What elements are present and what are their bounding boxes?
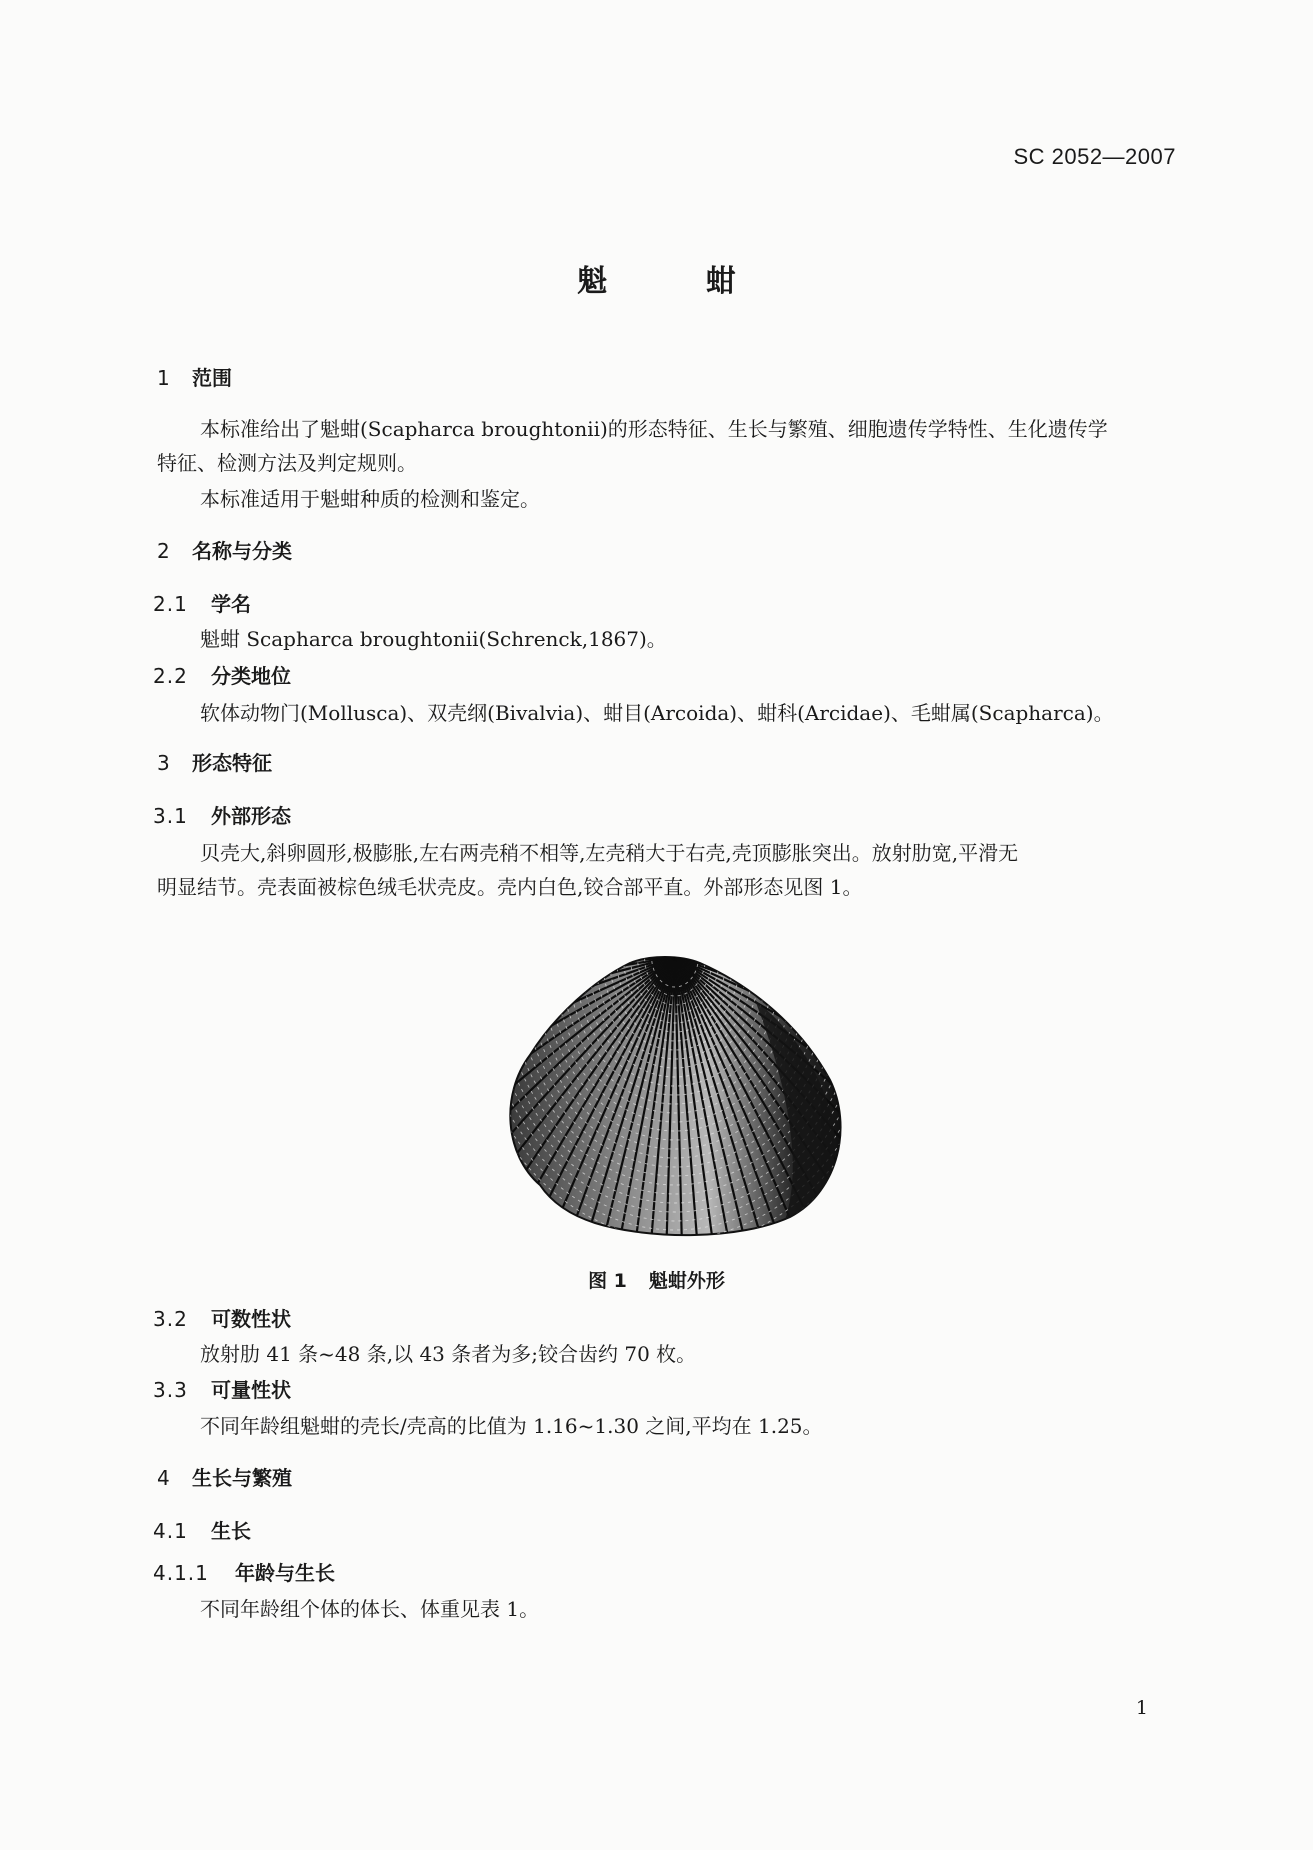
section-number: 2.1: [153, 592, 188, 616]
section-2-heading: [157, 535, 292, 564]
section-title: 名称与分类: [192, 539, 292, 563]
page-number: 1: [1135, 1697, 1148, 1719]
scope-paragraph-line-1: 本标准给出了魁蚶(Scapharca broughtonii)的形态特征、生长与繁殖、细胞遗传学特性、生化遗传学: [200, 417, 1108, 441]
section-number: 4: [157, 1466, 170, 1490]
section-title: 形态特征: [192, 751, 272, 775]
section-title: 可数性状: [211, 1307, 291, 1331]
section-title: 学名: [211, 592, 251, 616]
section-number: 1: [157, 366, 170, 390]
measurable-traits-text: 不同年龄组魁蚶的壳长/壳高的比值为 1.16~1.30 之间,平均在 1.25。: [200, 1414, 823, 1438]
figure-caption-text: 魁蚶外形: [648, 1270, 725, 1292]
section-number: 3.3: [153, 1378, 188, 1402]
section-3-1-heading: [153, 800, 291, 829]
section-number: 3.2: [153, 1307, 188, 1331]
section-number: 4.1.1: [153, 1561, 209, 1585]
scope-paragraph-2: 本标准适用于魁蚶种质的检测和鉴定。: [200, 487, 540, 511]
section-title: 生长与繁殖: [192, 1466, 292, 1490]
section-number: 2.2: [153, 664, 188, 688]
external-morphology-line-2: 明显结节。壳表面被棕色绒毛状壳皮。壳内白色,铰合部平直。外部形态见图 1。: [157, 875, 863, 899]
section-number: 3: [157, 751, 170, 775]
section-1-heading: [157, 362, 232, 391]
section-2-2-heading: [153, 660, 291, 689]
section-title: 年龄与生长: [235, 1561, 335, 1585]
scientific-name-text: 魁蚶 Scapharca broughtonii(Schrenck,1867)。: [200, 627, 667, 651]
external-morphology-line-1: 贝壳大,斜卵圆形,极膨胀,左右两壳稍不相等,左壳稍大于右壳,壳顶膨胀突出。放射肋宽,平滑无: [200, 841, 1019, 865]
section-3-3-heading: [153, 1374, 291, 1403]
ark-clam-shell-illustration-icon: [500, 955, 850, 1240]
section-number: 3.1: [153, 804, 188, 828]
taxonomy-text: 软体动物门(Mollusca)、双壳纲(Bivalvia)、蚶目(Arcoida)、蚶科(Arcidae)、毛蚶属(Scapharca)。: [200, 701, 1114, 725]
age-growth-text: 不同年龄组个体的体长、体重见表 1。: [200, 1597, 540, 1621]
standard-number: SC 2052—2007: [1013, 144, 1176, 169]
figure-caption: [0, 1266, 1313, 1293]
section-number: 2: [157, 539, 170, 563]
section-title: 分类地位: [211, 664, 291, 688]
section-2-1-heading: [153, 588, 251, 617]
section-3-heading: [157, 747, 272, 776]
section-title: 生长: [211, 1519, 251, 1543]
section-title: 可量性状: [211, 1378, 291, 1402]
section-title: 范围: [192, 366, 232, 390]
figure-label: 图 1: [588, 1270, 627, 1292]
section-4-1-heading: [153, 1515, 251, 1544]
section-number: 4.1: [153, 1519, 188, 1543]
section-4-heading: [157, 1462, 292, 1491]
countable-traits-text: 放射肋 41 条~48 条,以 43 条者为多;铰合齿约 70 枚。: [200, 1342, 697, 1366]
document-title: 魁 蚶: [577, 264, 780, 299]
scope-paragraph-line-2: 特征、检测方法及判定规则。: [157, 451, 417, 475]
section-4-1-1-heading: [153, 1557, 335, 1586]
section-title: 外部形态: [211, 804, 291, 828]
section-3-2-heading: [153, 1303, 291, 1332]
